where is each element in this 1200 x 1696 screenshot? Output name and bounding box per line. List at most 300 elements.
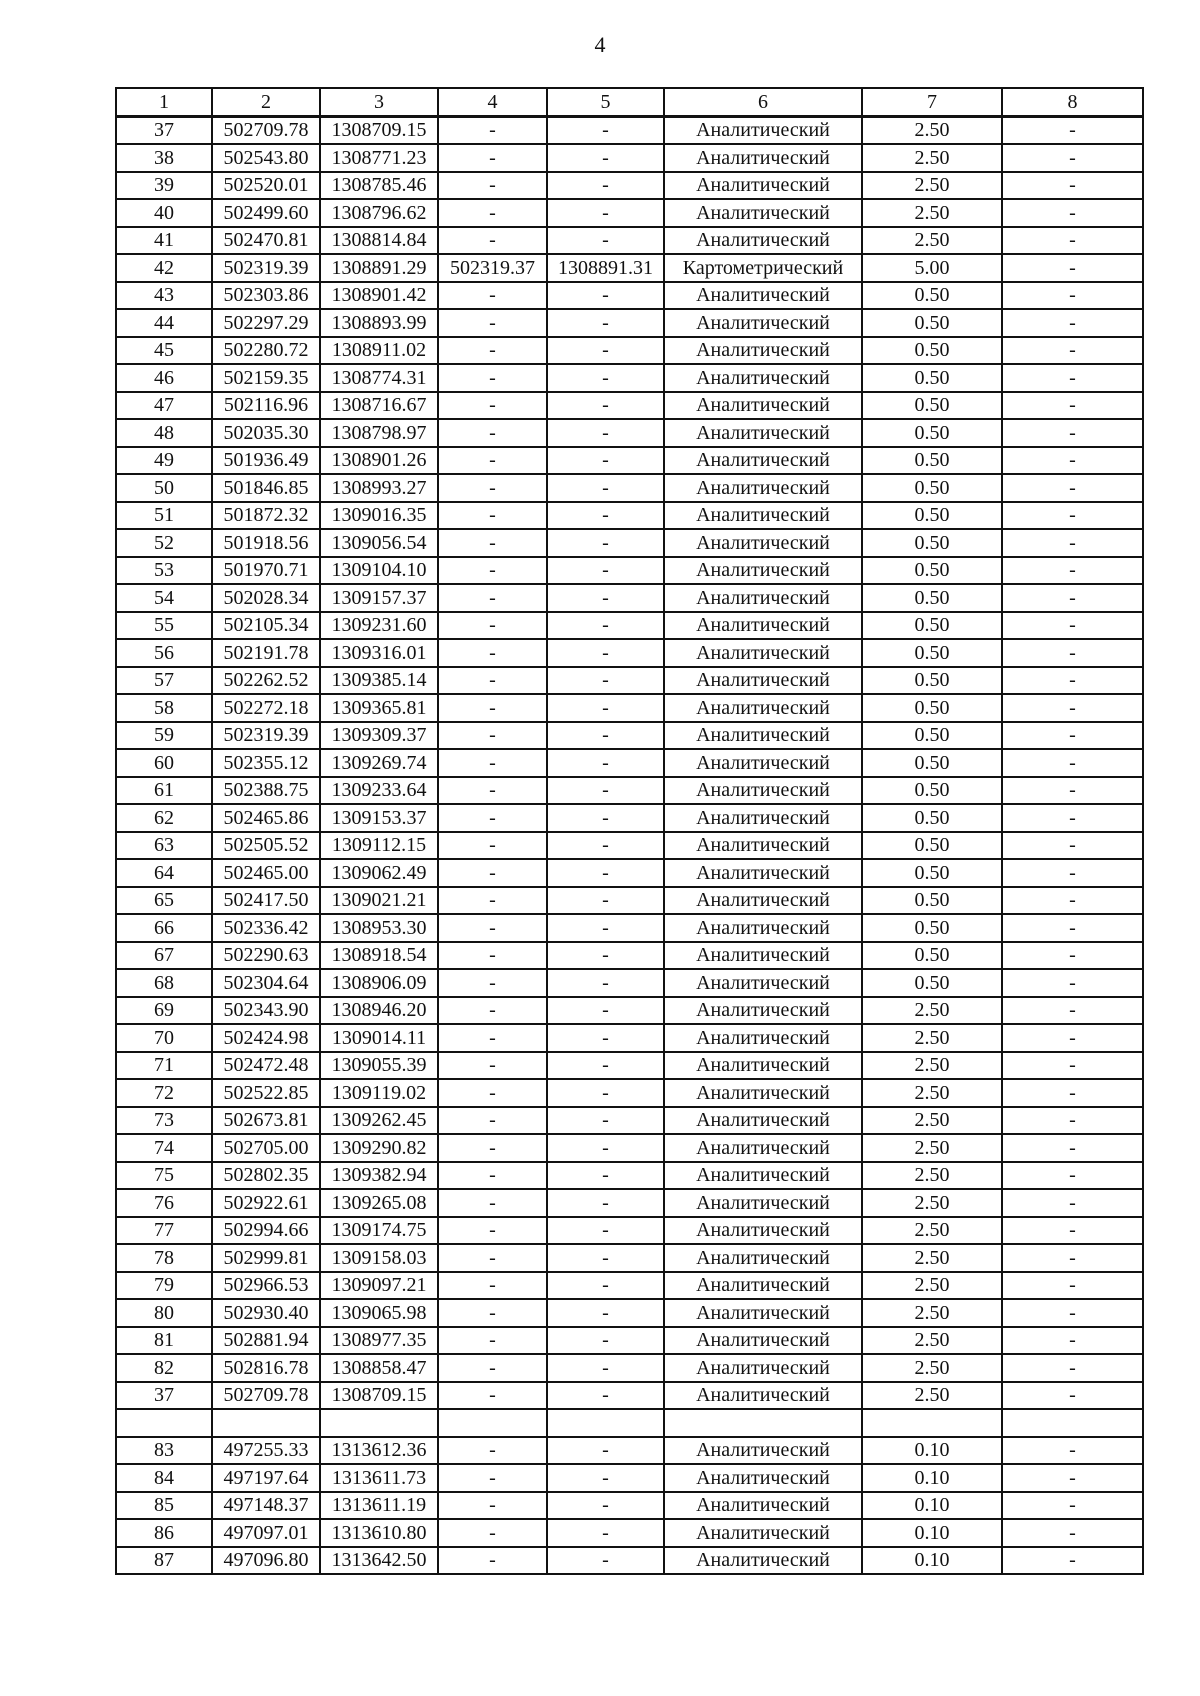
- y-coordinate-cell: 1308901.26: [320, 447, 438, 475]
- column-header-1: 1: [116, 88, 212, 116]
- method-cell: Аналитический: [664, 612, 862, 640]
- table-row: [116, 969, 1143, 997]
- method-cell: Аналитический: [664, 722, 862, 750]
- accuracy-cell: 0.10: [862, 1464, 1002, 1492]
- y-coordinate-cell: 1309365.81: [320, 694, 438, 722]
- point-number-cell: 63: [116, 832, 212, 860]
- accuracy-cell: 2.50: [862, 1217, 1002, 1245]
- y-previous-cell: -: [547, 667, 664, 695]
- x-previous-cell: -: [438, 1107, 547, 1135]
- point-number-cell: 70: [116, 1024, 212, 1052]
- point-number-cell: 41: [116, 227, 212, 255]
- x-previous-cell: -: [438, 694, 547, 722]
- x-previous-cell: -: [438, 1299, 547, 1327]
- table-row: [116, 1382, 1143, 1410]
- point-number-cell: 72: [116, 1079, 212, 1107]
- x-coordinate-cell: 497097.01: [212, 1519, 320, 1547]
- accuracy-cell: 0.10: [862, 1492, 1002, 1520]
- point-number-cell: 37: [116, 116, 212, 144]
- table-row: [116, 1354, 1143, 1382]
- description-cell: -: [1002, 116, 1143, 144]
- x-coordinate-cell: 502116.96: [212, 392, 320, 420]
- point-number-cell: 66: [116, 914, 212, 942]
- x-coordinate-cell: 502472.48: [212, 1052, 320, 1080]
- description-cell: -: [1002, 227, 1143, 255]
- y-coordinate-cell: 1309097.21: [320, 1272, 438, 1300]
- x-previous-cell: -: [438, 419, 547, 447]
- point-number-cell: 51: [116, 502, 212, 530]
- description-cell: -: [1002, 199, 1143, 227]
- x-coordinate-cell: 502881.94: [212, 1327, 320, 1355]
- y-coordinate-cell: 1309233.64: [320, 777, 438, 805]
- y-previous-cell: -: [547, 529, 664, 557]
- x-previous-cell: -: [438, 584, 547, 612]
- y-previous-cell: -: [547, 474, 664, 502]
- description-cell: -: [1002, 969, 1143, 997]
- y-coordinate-cell: 1313610.80: [320, 1519, 438, 1547]
- accuracy-cell: 2.50: [862, 1079, 1002, 1107]
- y-previous-cell: -: [547, 969, 664, 997]
- point-number-cell: 62: [116, 804, 212, 832]
- y-previous-cell: -: [547, 144, 664, 172]
- point-number-cell: 69: [116, 997, 212, 1025]
- accuracy-cell: 0.50: [862, 392, 1002, 420]
- y-coordinate-cell: 1308716.67: [320, 392, 438, 420]
- method-cell: Аналитический: [664, 887, 862, 915]
- accuracy-cell: 2.50: [862, 997, 1002, 1025]
- x-previous-cell: -: [438, 199, 547, 227]
- description-cell: -: [1002, 804, 1143, 832]
- method-cell: Аналитический: [664, 1162, 862, 1190]
- method-cell: Картометрический: [664, 254, 862, 282]
- method-cell: Аналитический: [664, 1354, 862, 1382]
- point-number-cell: 42: [116, 254, 212, 282]
- accuracy-cell: 2.50: [862, 1354, 1002, 1382]
- y-coordinate-cell: 1308858.47: [320, 1354, 438, 1382]
- x-coordinate-cell: 502520.01: [212, 172, 320, 200]
- x-previous-cell: -: [438, 392, 547, 420]
- method-cell: Аналитический: [664, 1079, 862, 1107]
- x-coordinate-cell: 502930.40: [212, 1299, 320, 1327]
- method-cell: Аналитический: [664, 667, 862, 695]
- accuracy-cell: 0.50: [862, 667, 1002, 695]
- y-previous-cell: -: [547, 1024, 664, 1052]
- y-coordinate-cell: 1308953.30: [320, 914, 438, 942]
- x-coordinate-cell: 502303.86: [212, 282, 320, 310]
- accuracy-cell: 0.50: [862, 447, 1002, 475]
- x-coordinate-cell: 497096.80: [212, 1547, 320, 1575]
- table-row: [116, 1327, 1143, 1355]
- x-coordinate-cell: 502388.75: [212, 777, 320, 805]
- table-row: [116, 694, 1143, 722]
- x-coordinate-cell: 501936.49: [212, 447, 320, 475]
- x-coordinate-cell: 502028.34: [212, 584, 320, 612]
- point-number-cell: 56: [116, 639, 212, 667]
- point-number-cell: 44: [116, 309, 212, 337]
- y-previous-cell: -: [547, 914, 664, 942]
- description-cell: -: [1002, 914, 1143, 942]
- y-previous-cell: -: [547, 227, 664, 255]
- method-cell: Аналитический: [664, 1107, 862, 1135]
- description-cell: -: [1002, 254, 1143, 282]
- x-previous-cell: -: [438, 447, 547, 475]
- table-row: [116, 1162, 1143, 1190]
- description-cell: -: [1002, 1134, 1143, 1162]
- x-previous-cell: -: [438, 1217, 547, 1245]
- method-cell: Аналитический: [664, 1189, 862, 1217]
- table-row: [116, 1299, 1143, 1327]
- y-coordinate-cell: 1308993.27: [320, 474, 438, 502]
- table-row: [116, 749, 1143, 777]
- description-cell: -: [1002, 887, 1143, 915]
- accuracy-cell: 2.50: [862, 1382, 1002, 1410]
- x-coordinate-cell: 501970.71: [212, 557, 320, 585]
- x-coordinate-cell: 502272.18: [212, 694, 320, 722]
- description-cell: -: [1002, 1244, 1143, 1272]
- y-coordinate-cell: 1308785.46: [320, 172, 438, 200]
- method-cell: Аналитический: [664, 969, 862, 997]
- accuracy-cell: 0.50: [862, 557, 1002, 585]
- table-row: [116, 1244, 1143, 1272]
- y-previous-cell: -: [547, 502, 664, 530]
- x-previous-cell: -: [438, 804, 547, 832]
- accuracy-cell: 2.50: [862, 1244, 1002, 1272]
- accuracy-cell: 0.50: [862, 859, 1002, 887]
- y-previous-cell: -: [547, 612, 664, 640]
- y-coordinate-cell: 1313611.19: [320, 1492, 438, 1520]
- point-number-cell: 54: [116, 584, 212, 612]
- point-number-cell: 47: [116, 392, 212, 420]
- accuracy-cell: 0.10: [862, 1519, 1002, 1547]
- method-cell: Аналитический: [664, 1024, 862, 1052]
- accuracy-cell: 0.50: [862, 804, 1002, 832]
- table-header-row: [116, 88, 1143, 116]
- point-number-cell: 50: [116, 474, 212, 502]
- accuracy-cell: 2.50: [862, 227, 1002, 255]
- description-cell: -: [1002, 337, 1143, 365]
- method-cell: [664, 1409, 862, 1437]
- x-previous-cell: -: [438, 1134, 547, 1162]
- point-number-cell: 73: [116, 1107, 212, 1135]
- method-cell: Аналитический: [664, 172, 862, 200]
- accuracy-cell: 2.50: [862, 1024, 1002, 1052]
- y-previous-cell: -: [547, 1052, 664, 1080]
- point-number-cell: 38: [116, 144, 212, 172]
- x-coordinate-cell: 502543.80: [212, 144, 320, 172]
- y-coordinate-cell: 1309265.08: [320, 1189, 438, 1217]
- y-previous-cell: -: [547, 694, 664, 722]
- description-cell: -: [1002, 419, 1143, 447]
- method-cell: Аналитический: [664, 859, 862, 887]
- point-number-cell: 81: [116, 1327, 212, 1355]
- accuracy-cell: 0.50: [862, 502, 1002, 530]
- point-number-cell: 83: [116, 1437, 212, 1465]
- x-coordinate-cell: 502262.52: [212, 667, 320, 695]
- x-previous-cell: -: [438, 502, 547, 530]
- x-coordinate-cell: 502319.39: [212, 722, 320, 750]
- x-coordinate-cell: 502465.00: [212, 859, 320, 887]
- point-number-cell: 40: [116, 199, 212, 227]
- y-coordinate-cell: 1309290.82: [320, 1134, 438, 1162]
- x-previous-cell: -: [438, 1189, 547, 1217]
- y-previous-cell: -: [547, 804, 664, 832]
- table-row: [116, 419, 1143, 447]
- method-cell: Аналитический: [664, 199, 862, 227]
- x-previous-cell: -: [438, 832, 547, 860]
- x-coordinate-cell: 502191.78: [212, 639, 320, 667]
- x-coordinate-cell: [212, 1409, 320, 1437]
- accuracy-cell: 0.50: [862, 337, 1002, 365]
- point-number-cell: 77: [116, 1217, 212, 1245]
- accuracy-cell: 2.50: [862, 172, 1002, 200]
- description-cell: -: [1002, 1382, 1143, 1410]
- y-previous-cell: -: [547, 722, 664, 750]
- point-number-cell: 55: [116, 612, 212, 640]
- column-header-3: 3: [320, 88, 438, 116]
- accuracy-cell: 0.50: [862, 639, 1002, 667]
- table-row: [116, 1437, 1143, 1465]
- x-coordinate-cell: 502922.61: [212, 1189, 320, 1217]
- description-cell: -: [1002, 1547, 1143, 1575]
- accuracy-cell: 0.50: [862, 749, 1002, 777]
- y-coordinate-cell: 1309382.94: [320, 1162, 438, 1190]
- x-previous-cell: -: [438, 942, 547, 970]
- y-coordinate-cell: 1308946.20: [320, 997, 438, 1025]
- method-cell: Аналитический: [664, 144, 862, 172]
- y-previous-cell: -: [547, 859, 664, 887]
- method-cell: Аналитический: [664, 1547, 862, 1575]
- x-previous-cell: -: [438, 227, 547, 255]
- method-cell: Аналитический: [664, 832, 862, 860]
- x-previous-cell: -: [438, 1437, 547, 1465]
- y-previous-cell: [547, 1409, 664, 1437]
- table-row: [116, 804, 1143, 832]
- method-cell: Аналитический: [664, 282, 862, 310]
- description-cell: -: [1002, 474, 1143, 502]
- point-number-cell: 57: [116, 667, 212, 695]
- x-coordinate-cell: 502709.78: [212, 116, 320, 144]
- y-previous-cell: -: [547, 1272, 664, 1300]
- description-cell: -: [1002, 1327, 1143, 1355]
- point-number-cell: 76: [116, 1189, 212, 1217]
- y-coordinate-cell: 1308709.15: [320, 1382, 438, 1410]
- accuracy-cell: 0.50: [862, 282, 1002, 310]
- table-row: [116, 1272, 1143, 1300]
- y-coordinate-cell: 1308814.84: [320, 227, 438, 255]
- description-cell: -: [1002, 447, 1143, 475]
- table-row: [116, 1217, 1143, 1245]
- x-coordinate-cell: 502343.90: [212, 997, 320, 1025]
- table-row: [116, 172, 1143, 200]
- accuracy-cell: 0.50: [862, 832, 1002, 860]
- description-cell: -: [1002, 1272, 1143, 1300]
- point-number-cell: 86: [116, 1519, 212, 1547]
- y-previous-cell: -: [547, 1382, 664, 1410]
- y-previous-cell: -: [547, 887, 664, 915]
- point-number-cell: 61: [116, 777, 212, 805]
- x-previous-cell: -: [438, 1052, 547, 1080]
- description-cell: -: [1002, 1052, 1143, 1080]
- point-number-cell: 52: [116, 529, 212, 557]
- table-row: [116, 1492, 1143, 1520]
- x-previous-cell: -: [438, 667, 547, 695]
- table-row: [116, 1519, 1143, 1547]
- description-cell: -: [1002, 749, 1143, 777]
- x-previous-cell: [438, 1409, 547, 1437]
- y-previous-cell: -: [547, 584, 664, 612]
- y-previous-cell: -: [547, 1189, 664, 1217]
- y-previous-cell: -: [547, 392, 664, 420]
- table-row: [116, 777, 1143, 805]
- y-previous-cell: -: [547, 419, 664, 447]
- point-number-cell: 87: [116, 1547, 212, 1575]
- accuracy-cell: [862, 1409, 1002, 1437]
- point-number-cell: 39: [116, 172, 212, 200]
- x-coordinate-cell: 502802.35: [212, 1162, 320, 1190]
- method-cell: Аналитический: [664, 474, 862, 502]
- x-previous-cell: -: [438, 887, 547, 915]
- accuracy-cell: 0.50: [862, 722, 1002, 750]
- point-number-cell: 60: [116, 749, 212, 777]
- x-previous-cell: -: [438, 1354, 547, 1382]
- y-previous-cell: -: [547, 557, 664, 585]
- y-coordinate-cell: 1309062.49: [320, 859, 438, 887]
- y-previous-cell: -: [547, 282, 664, 310]
- table-row: [116, 722, 1143, 750]
- accuracy-cell: 2.50: [862, 199, 1002, 227]
- method-cell: Аналитический: [664, 447, 862, 475]
- y-previous-cell: -: [547, 942, 664, 970]
- y-previous-cell: -: [547, 749, 664, 777]
- y-previous-cell: -: [547, 1437, 664, 1465]
- method-cell: Аналитический: [664, 1052, 862, 1080]
- y-previous-cell: -: [547, 1079, 664, 1107]
- description-cell: -: [1002, 282, 1143, 310]
- description-cell: -: [1002, 942, 1143, 970]
- y-coordinate-cell: 1309309.37: [320, 722, 438, 750]
- table-row: [116, 1052, 1143, 1080]
- table-row: [116, 447, 1143, 475]
- x-previous-cell: -: [438, 612, 547, 640]
- y-previous-cell: -: [547, 1107, 664, 1135]
- x-coordinate-cell: 502499.60: [212, 199, 320, 227]
- table-row: [116, 612, 1143, 640]
- accuracy-cell: 2.50: [862, 1189, 1002, 1217]
- method-cell: Аналитический: [664, 1492, 862, 1520]
- column-header-4: 4: [438, 88, 547, 116]
- accuracy-cell: 0.50: [862, 364, 1002, 392]
- y-previous-cell: -: [547, 172, 664, 200]
- x-previous-cell: -: [438, 364, 547, 392]
- description-cell: -: [1002, 777, 1143, 805]
- accuracy-cell: 0.50: [862, 419, 1002, 447]
- y-previous-cell: -: [547, 997, 664, 1025]
- table-row: [116, 832, 1143, 860]
- method-cell: Аналитический: [664, 997, 862, 1025]
- x-coordinate-cell: 502105.34: [212, 612, 320, 640]
- description-cell: -: [1002, 392, 1143, 420]
- table-row: [116, 227, 1143, 255]
- x-previous-cell: 502319.37: [438, 254, 547, 282]
- y-coordinate-cell: 1309021.21: [320, 887, 438, 915]
- y-coordinate-cell: 1308891.29: [320, 254, 438, 282]
- table-row: [116, 1189, 1143, 1217]
- description-cell: -: [1002, 997, 1143, 1025]
- x-previous-cell: -: [438, 997, 547, 1025]
- description-cell: -: [1002, 584, 1143, 612]
- description-cell: -: [1002, 612, 1143, 640]
- table-row: [116, 887, 1143, 915]
- table-row: [116, 144, 1143, 172]
- x-previous-cell: -: [438, 1244, 547, 1272]
- y-coordinate-cell: 1309119.02: [320, 1079, 438, 1107]
- y-coordinate-cell: 1308709.15: [320, 116, 438, 144]
- accuracy-cell: 0.50: [862, 887, 1002, 915]
- table-row: [116, 1079, 1143, 1107]
- y-coordinate-cell: 1309112.15: [320, 832, 438, 860]
- x-coordinate-cell: 497148.37: [212, 1492, 320, 1520]
- table-row: [116, 557, 1143, 585]
- x-previous-cell: -: [438, 722, 547, 750]
- x-coordinate-cell: 502673.81: [212, 1107, 320, 1135]
- accuracy-cell: 2.50: [862, 1162, 1002, 1190]
- point-number-cell: 80: [116, 1299, 212, 1327]
- x-coordinate-cell: 497197.64: [212, 1464, 320, 1492]
- column-header-6: 6: [664, 88, 862, 116]
- y-previous-cell: -: [547, 447, 664, 475]
- point-number-cell: 43: [116, 282, 212, 310]
- description-cell: -: [1002, 1024, 1143, 1052]
- x-coordinate-cell: 502966.53: [212, 1272, 320, 1300]
- method-cell: Аналитический: [664, 1382, 862, 1410]
- x-previous-cell: -: [438, 1382, 547, 1410]
- y-previous-cell: -: [547, 1134, 664, 1162]
- point-number-cell: 79: [116, 1272, 212, 1300]
- description-cell: -: [1002, 1519, 1143, 1547]
- method-cell: Аналитический: [664, 116, 862, 144]
- x-coordinate-cell: 502470.81: [212, 227, 320, 255]
- y-coordinate-cell: 1309385.14: [320, 667, 438, 695]
- y-coordinate-cell: 1308906.09: [320, 969, 438, 997]
- x-coordinate-cell: 501872.32: [212, 502, 320, 530]
- description-cell: -: [1002, 1079, 1143, 1107]
- table-row: [116, 584, 1143, 612]
- accuracy-cell: 2.50: [862, 144, 1002, 172]
- description-cell: -: [1002, 172, 1143, 200]
- y-coordinate-cell: 1308977.35: [320, 1327, 438, 1355]
- table-row: [116, 1107, 1143, 1135]
- description-cell: -: [1002, 1354, 1143, 1382]
- y-coordinate-cell: 1308796.62: [320, 199, 438, 227]
- point-number-cell: 45: [116, 337, 212, 365]
- x-previous-cell: -: [438, 749, 547, 777]
- x-previous-cell: -: [438, 1492, 547, 1520]
- y-previous-cell: 1308891.31: [547, 254, 664, 282]
- method-cell: Аналитический: [664, 1272, 862, 1300]
- table-row: [116, 502, 1143, 530]
- accuracy-cell: 0.50: [862, 914, 1002, 942]
- y-coordinate-cell: 1308774.31: [320, 364, 438, 392]
- method-cell: Аналитический: [664, 1244, 862, 1272]
- x-previous-cell: -: [438, 639, 547, 667]
- column-header-2: 2: [212, 88, 320, 116]
- point-number-cell: 75: [116, 1162, 212, 1190]
- method-cell: Аналитический: [664, 309, 862, 337]
- y-coordinate-cell: 1309016.35: [320, 502, 438, 530]
- table-row: [116, 1464, 1143, 1492]
- accuracy-cell: 2.50: [862, 1272, 1002, 1300]
- point-number-cell: 71: [116, 1052, 212, 1080]
